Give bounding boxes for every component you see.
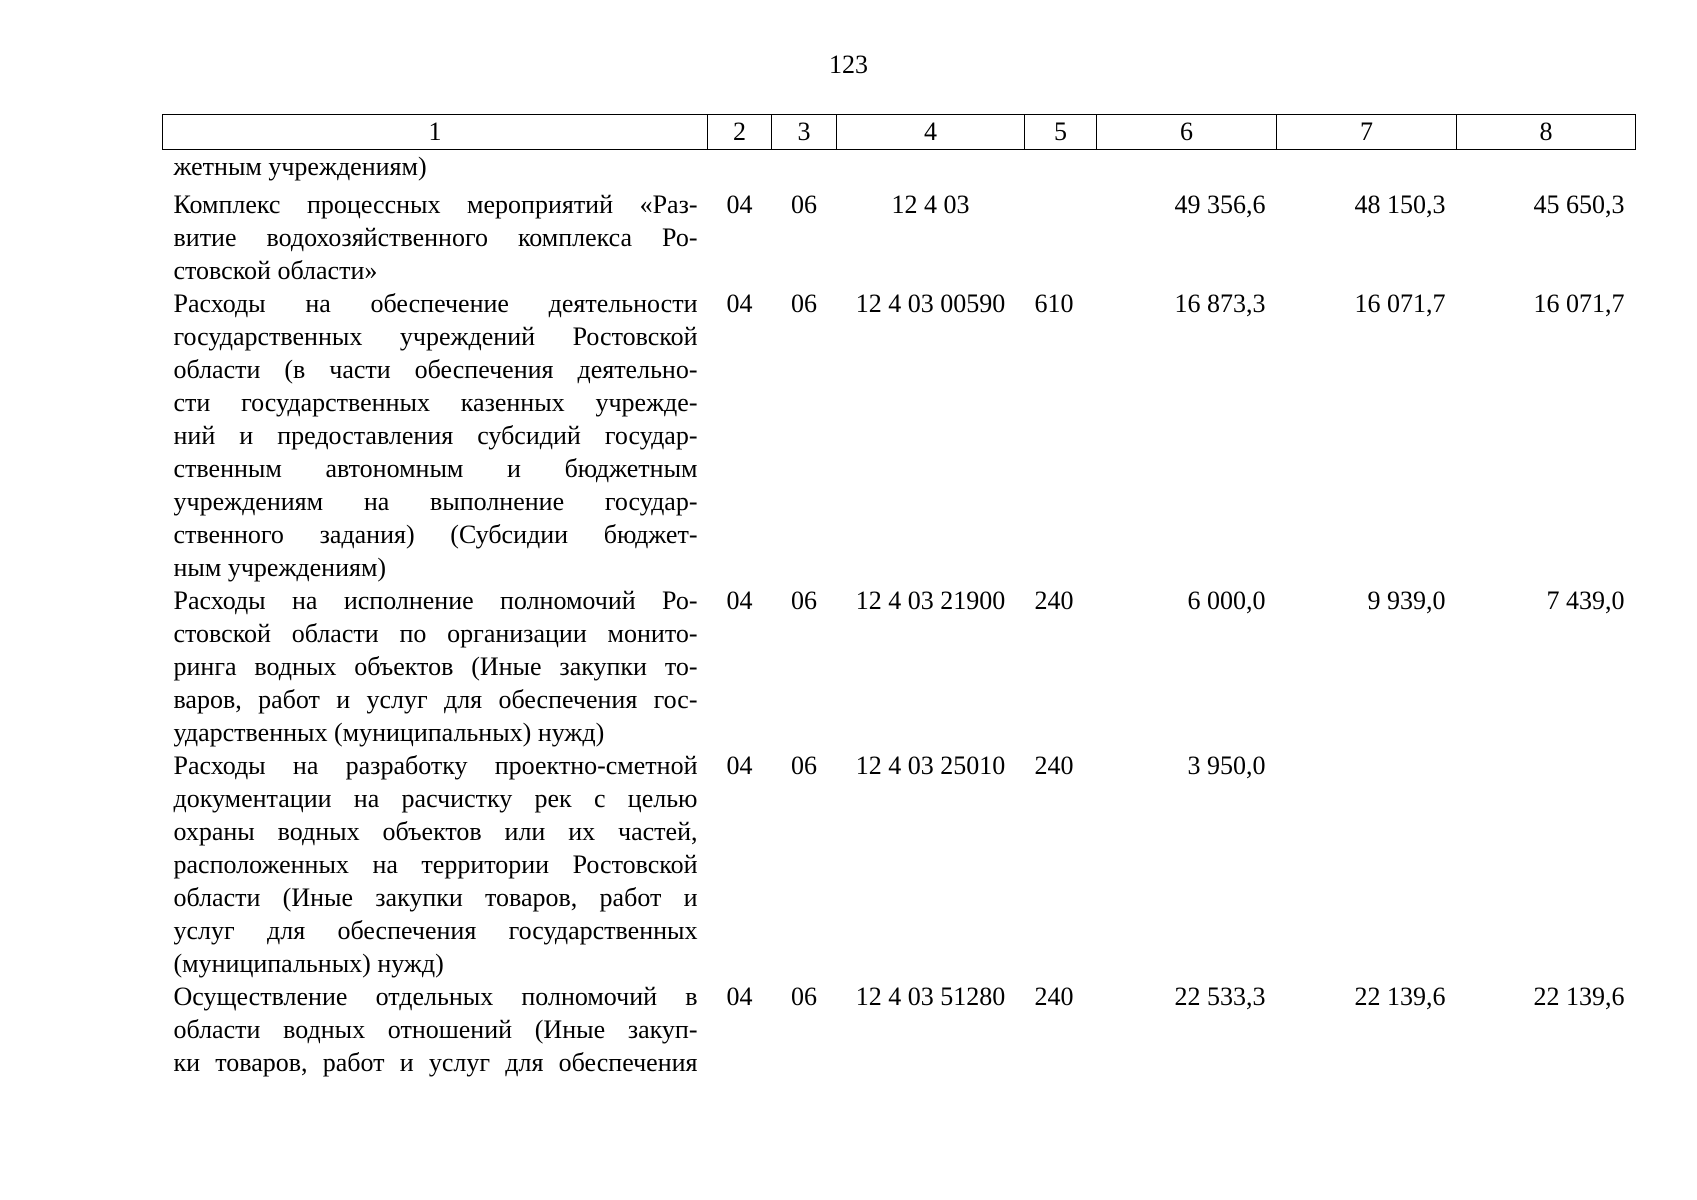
expense-type-code: 240 [1034,586,1074,615]
amount-year-3: 22 139,6 [1533,982,1625,1011]
amount-year-3: 7 439,0 [1546,586,1625,615]
description-line: охраны водных объектов или их частей, [173,817,698,846]
expense-type-code [1025,183,1097,287]
description-line: витие водохозяйственного комплекса Ро- [173,223,698,252]
page-number: 123 [829,50,868,79]
table-row [163,584,1636,749]
header-cell: 7 [1277,115,1457,150]
subsection-code: 06 [791,289,817,318]
header-cell: 6 [1097,115,1277,150]
subsection-code: 06 [791,982,817,1011]
amount-year-3 [1457,749,1636,980]
amount-year-2: 16 071,7 [1354,289,1446,318]
section-code: 04 [726,982,753,1011]
description-line: ринга водных объектов (Иные закупки то- [173,652,698,681]
amount-year-2: 22 139,6 [1354,982,1446,1011]
description-line: области водных отношений (Иные закуп- [173,1015,698,1044]
row-description [163,287,708,584]
description-line: государственных учреждений Ростовской [173,322,698,351]
description-line: учреждениям на выполнение государ- [173,487,698,516]
expense-type-code: 240 [1034,751,1074,780]
subsection-code: 06 [791,190,817,219]
amount-year-1: 3 950,0 [1187,751,1266,780]
subsection-code: 06 [791,586,817,615]
row-description [163,183,708,287]
table-row [163,749,1636,980]
description-line: ударственных (муниципальных) нужд) [173,718,605,747]
description-line: Расходы на обеспечение деятельности [173,289,698,318]
description-line: варов, работ и услуг для обеспечения гос- [173,685,698,714]
table-row [163,183,1636,287]
subsection-code: 06 [791,751,817,780]
amount-year-1: 16 873,3 [1174,289,1266,318]
header-cell: 2 [708,115,772,150]
description-line: ственного задания) (Субсидии бюджет- [173,520,698,549]
description-line: расположенных на территории Ростовской [173,850,698,879]
amount-year-1: 6 000,0 [1187,586,1266,615]
amount-year-2: 48 150,3 [1354,190,1446,219]
target-article-code: 12 4 03 51280 [855,982,1006,1011]
section-code: 04 [726,190,753,219]
section-code: 04 [726,586,753,615]
description-line: стовской области» [173,256,378,285]
amount-year-2: 9 939,0 [1367,586,1446,615]
budget-table [162,114,1636,1079]
row-description [163,749,708,980]
amount-year-3: 16 071,7 [1533,289,1625,318]
header-cell: 1 [163,115,708,150]
target-article-code: 12 4 03 00590 [855,289,1006,318]
target-article-code: 12 4 03 [891,190,970,219]
description-line: Осуществление отдельных полномочий в [173,982,698,1011]
description-line: документации на расчистку рек с целью [173,784,698,813]
description-line: Расходы на исполнение полномочий Ро- [173,586,698,615]
description-line: области (Иные закупки товаров, работ и [173,883,698,912]
continuation-row [163,150,1636,184]
row-description [163,584,708,749]
description-line: Комплекс процессных мероприятий «Раз- [173,190,698,219]
header-cell: 3 [772,115,837,150]
expense-type-code: 610 [1034,289,1074,318]
description-line: (муниципальных) нужд) [173,949,444,978]
description-line: ки товаров, работ и услуг для обеспечения [173,1048,698,1077]
header-cell: 8 [1457,115,1636,150]
amount-year-2 [1277,749,1457,980]
row-description [163,980,708,1079]
description-line: Расходы на разработку проектно-сметной [173,751,698,780]
target-article-code: 12 4 03 25010 [855,751,1006,780]
table-row [163,980,1636,1079]
description-line: ний и предоставления субсидий государ- [173,421,698,450]
amount-year-1: 49 356,6 [1174,190,1266,219]
amount-year-3: 45 650,3 [1533,190,1625,219]
description-line: области (в части обеспечения деятельно- [173,355,698,384]
header-cell: 4 [837,115,1025,150]
description-line: стовской области по организации монито- [173,619,698,648]
expense-type-code: 240 [1034,982,1074,1011]
continuation-text: жетным учреждениям) [173,152,427,181]
table-header-row [163,115,1636,150]
section-code: 04 [726,751,753,780]
description-line: ственным автономным и бюджетным [173,454,698,483]
target-article-code: 12 4 03 21900 [855,586,1006,615]
description-line: услуг для обеспечения государственных [173,916,698,945]
header-cell: 5 [1025,115,1097,150]
table-row [163,287,1636,584]
description-line: сти государственных казенных учрежде- [173,388,698,417]
section-code: 04 [726,289,753,318]
amount-year-1: 22 533,3 [1174,982,1266,1011]
description-line: ным учреждениям) [173,553,387,582]
